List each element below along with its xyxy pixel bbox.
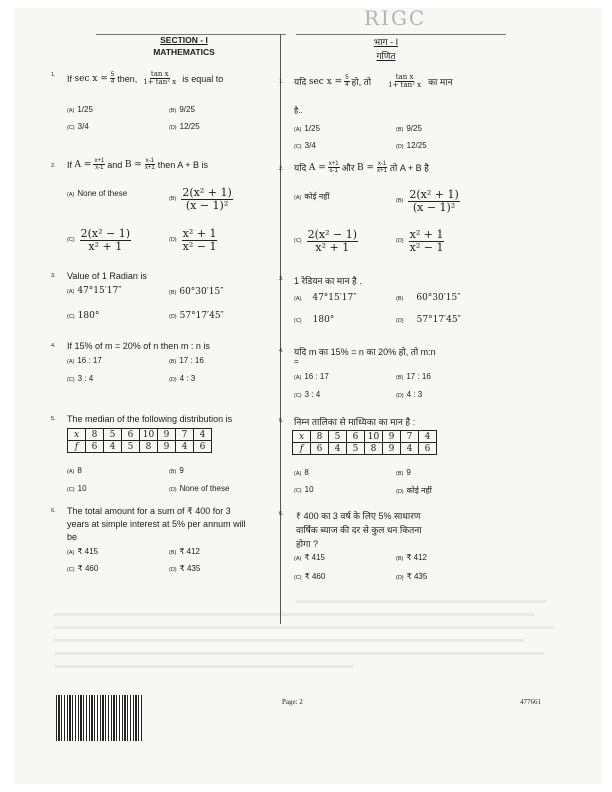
- q5-text-hi: निम्न तालिका से माध्यिका का मान है :: [294, 417, 416, 427]
- q6-option-d-label: (D): [169, 567, 177, 573]
- q2-hi-frac-b-num: x-1: [377, 161, 387, 167]
- table-cell: 8: [311, 431, 329, 443]
- q6-hi-option-b-label: (B): [396, 556, 404, 562]
- q3-hi-option-a-label: (A): [294, 296, 302, 302]
- q4-hi-option-c[interactable]: [294, 390, 320, 399]
- q4-option-a[interactable]: [67, 356, 102, 365]
- barcode-image: [56, 695, 142, 741]
- q1-hi-pre: यदि: [294, 77, 307, 88]
- q1-hi-option-a-label: (A): [294, 127, 302, 133]
- q1-frac2-den: 1+ tan² x: [143, 78, 177, 87]
- q6-hi-option-d-label: (D): [396, 575, 404, 581]
- table-cell: 4: [194, 429, 212, 441]
- q5-option-b-text: 9: [179, 466, 184, 475]
- table-cell: 9: [158, 441, 176, 453]
- q1-number: 1.: [51, 72, 56, 78]
- q6-option-b-text: ₹ 412: [179, 547, 201, 556]
- q3-option-a[interactable]: [67, 286, 122, 296]
- q1-hi-option-a[interactable]: [294, 124, 320, 133]
- q2-option-d[interactable]: [169, 228, 219, 252]
- q2-pre: If: [67, 159, 73, 170]
- q1-number-hi: 1.: [279, 79, 284, 85]
- q5-hi-option-c[interactable]: [294, 485, 314, 494]
- q2-option-b[interactable]: [169, 187, 235, 211]
- q3-hi-option-d-label: (D): [396, 318, 404, 324]
- booklet-code: 477661: [520, 698, 541, 706]
- q1-hi-mid: हो, तो: [351, 77, 372, 88]
- q6-option-c-label: (C): [67, 567, 75, 573]
- q4-option-d[interactable]: [169, 374, 195, 383]
- q4-option-a-label: (A): [67, 359, 75, 365]
- q5-hi-option-d-label: (D): [396, 489, 404, 495]
- q2-hi-b: B =: [357, 162, 375, 173]
- q2-hi-option-b-frac: [408, 189, 459, 213]
- q2-option-b-frac: [181, 187, 232, 211]
- q1-option-a[interactable]: [67, 105, 93, 114]
- q4-text-en: If 15% of m = 20% of n then m : n is: [67, 341, 210, 351]
- q2-hi-post: तो A + B है: [389, 163, 429, 174]
- q3-hi-option-a-text: 47°15′17″: [312, 293, 357, 303]
- q1-hi-option-b-text: 9/25: [406, 124, 422, 133]
- q5-hi-option-c-text: 10: [304, 485, 314, 494]
- q4-option-a-text: 16 : 17: [77, 356, 102, 365]
- handwritten-scribble: RIGC: [364, 6, 427, 30]
- table-cell: 9: [158, 429, 176, 441]
- q4-hi-option-c-text: 3 : 4: [304, 390, 321, 399]
- q2-option-d-den: x² − 1: [182, 239, 217, 253]
- table-cell: 5: [347, 443, 365, 455]
- q4-hi-option-b[interactable]: [396, 372, 431, 381]
- q4-option-b-label: (B): [169, 359, 177, 365]
- q1-text-en: [67, 71, 223, 87]
- q2-hi-option-c-frac: [307, 229, 358, 253]
- q2-hi-option-c-label: (C): [294, 238, 302, 245]
- q1-hi-frac1: [344, 75, 349, 89]
- q1-option-c-text: 3/4: [77, 122, 89, 131]
- q2-and: and: [107, 159, 123, 170]
- q2-hi-frac-b: [376, 161, 388, 175]
- table-cell: 8: [365, 443, 383, 455]
- q2-hi-option-b-den: (x − 1)²: [412, 200, 456, 214]
- table-cell: 6: [122, 429, 140, 441]
- table-cell: 6: [86, 441, 104, 453]
- q3-option-a-text: 47°15′17″: [77, 286, 122, 296]
- q2-hi-option-b-label: (B): [396, 198, 404, 205]
- q6-number-hi: 6.: [279, 511, 284, 517]
- q6-hi-option-c[interactable]: [294, 572, 325, 581]
- bleed-through-line: [54, 639, 524, 642]
- q5-hi-option-b[interactable]: [396, 468, 411, 477]
- table-cell: 6: [194, 441, 212, 453]
- q1-hi-option-c[interactable]: [294, 141, 316, 150]
- q2-hi-option-b[interactable]: [396, 189, 462, 213]
- q3-hi-option-a[interactable]: [294, 293, 357, 303]
- q2-frac-a-den: x-1: [95, 165, 104, 172]
- q2-hi-a: A =: [308, 162, 326, 173]
- q2-option-a-text: None of these: [77, 189, 128, 198]
- q6-hi-option-d[interactable]: [396, 572, 427, 581]
- q1-text-hi: [294, 74, 453, 90]
- q3-option-c[interactable]: [67, 311, 99, 321]
- q1-option-b[interactable]: [169, 105, 195, 114]
- q1-hi-option-b-label: (B): [396, 127, 404, 133]
- table-cell: 10: [365, 431, 383, 443]
- q2-hi-option-d-den: x² − 1: [409, 240, 444, 254]
- q5-option-a-text: 8: [77, 466, 82, 475]
- q2-hi-option-c[interactable]: [294, 229, 360, 253]
- q2-hi-option-d-frac: [409, 229, 445, 253]
- table-cell: f: [68, 441, 86, 453]
- q3-hi-option-c[interactable]: [294, 315, 334, 325]
- q5-hi-option-c-label: (C): [294, 488, 302, 494]
- table-cell: x: [68, 429, 86, 441]
- bleed-through-line: [296, 600, 546, 603]
- q1-hi-option-c-text: 3/4: [304, 141, 316, 150]
- q6-hi-option-b-text: ₹ 412: [406, 553, 428, 562]
- q2-number: 2.: [51, 163, 56, 169]
- table-cell: 8: [140, 441, 158, 453]
- exam-page: [14, 8, 602, 784]
- q5-option-a-label: (A): [67, 469, 75, 475]
- q2-b: B =: [124, 159, 142, 170]
- q2-hi-and: और: [341, 163, 355, 174]
- q2-hi-option-d[interactable]: [396, 229, 446, 253]
- q2-hi-frac-a-den: x-1: [329, 168, 338, 175]
- q2-option-b-label: (B): [169, 196, 177, 203]
- q3-hi-option-c-text: 180°: [312, 315, 335, 325]
- q4-text-hi: यदि m का 15% = n का 20% हो, तो m:n: [294, 347, 436, 357]
- q4-hi-option-d-text: 4 : 3: [406, 390, 423, 399]
- q4-hi-option-b-text: 17 : 16: [406, 372, 431, 381]
- subject-title-hi: गणित: [376, 51, 396, 61]
- q3-number-hi: 3.: [279, 276, 284, 282]
- q5-option-b-label: (B): [169, 469, 177, 475]
- q5-number: 5.: [51, 416, 56, 422]
- q5-distribution-table: [67, 428, 212, 453]
- q6-option-b-label: (B): [169, 550, 177, 556]
- bleed-through-line: [54, 613, 534, 616]
- bleed-through-line: [54, 626, 554, 629]
- table-cell: 5: [104, 429, 122, 441]
- q1-hi-option-d[interactable]: [396, 141, 427, 150]
- q3-hi-option-c-label: (C): [294, 318, 302, 324]
- q4-hi-cont: =: [294, 357, 299, 366]
- q6-option-c-text: ₹ 460: [77, 564, 99, 573]
- q2-hi-option-d-label: (D): [396, 238, 404, 245]
- q2-a: A =: [74, 159, 92, 170]
- q5-hi-option-d[interactable]: [396, 485, 432, 496]
- table-cell: 8: [86, 429, 104, 441]
- q2-option-c-den: x² + 1: [88, 239, 123, 253]
- column-divider: [280, 34, 281, 624]
- bleed-through-line: [54, 665, 354, 668]
- q5-hi-option-a-text: 8: [304, 468, 309, 477]
- q5-hi-distribution-table: [292, 430, 437, 455]
- table-cell: 7: [176, 429, 194, 441]
- q3-hi-option-d-text: 57°17′45″: [416, 315, 461, 325]
- table-cell: 9: [383, 431, 401, 443]
- q4-option-c-text: 3 : 4: [77, 374, 94, 383]
- q1-hi-frac2-den: 1+ tan² x: [388, 81, 422, 90]
- q2-hi-option-a-label: (A): [294, 195, 302, 201]
- q2-hi-option-d-num: x² + 1: [409, 228, 444, 241]
- q5-hi-option-a[interactable]: [294, 468, 309, 477]
- q2-frac-a-num: x+1: [94, 158, 105, 164]
- q3-option-d-text: 57°17′45″: [179, 311, 224, 321]
- q3-option-d-label: (D): [169, 314, 177, 320]
- q2-option-d-label: (D): [169, 237, 177, 244]
- q2-option-b-num: 2(x² + 1): [182, 186, 232, 199]
- q6-option-a[interactable]: [67, 547, 98, 556]
- q2-hi-option-a[interactable]: [294, 191, 329, 202]
- q1-hi-expr: sec x =: [308, 76, 343, 87]
- q1-frac1-den: 4: [110, 79, 115, 86]
- q3-hi-option-d[interactable]: [396, 315, 461, 325]
- q6-hi-option-c-label: (C): [294, 575, 302, 581]
- q2-text-hi: [294, 161, 429, 175]
- q2-hi-pre: यदि: [294, 163, 307, 174]
- q4-option-d-label: (D): [169, 377, 177, 383]
- q6-text-en-line1: The total amount for a sum of ₹ 400 for 3: [67, 506, 231, 516]
- q6-text-en-line3: be: [67, 532, 78, 542]
- q6-text-hi-line2: वार्षिक ब्याज की दर से कुल धन कितना: [296, 525, 422, 535]
- q3-text-en: Value of 1 Radian is: [67, 271, 147, 281]
- q1-option-b-label: (B): [169, 108, 177, 114]
- q1-option-a-text: 1/25: [77, 105, 93, 114]
- q3-option-a-label: (A): [67, 289, 75, 295]
- table-cell: 10: [140, 429, 158, 441]
- q5-hi-option-b-label: (B): [396, 471, 404, 477]
- table-cell: 6: [419, 443, 437, 455]
- q6-option-a-label: (A): [67, 550, 75, 556]
- q1-option-d-label: (D): [169, 125, 177, 131]
- q5-option-a[interactable]: [67, 466, 82, 475]
- q6-option-c[interactable]: [67, 564, 98, 573]
- q3-option-d[interactable]: [169, 311, 224, 321]
- q2-option-c-label: (C): [67, 237, 75, 244]
- table-cell: 7: [401, 431, 419, 443]
- q1-hi-frac2-num: tan x: [395, 73, 414, 81]
- q2-option-c-frac: [80, 228, 131, 252]
- q3-option-b-text: 60°30′15″: [179, 287, 224, 297]
- q2-option-c-num: 2(x² − 1): [80, 227, 131, 240]
- q3-number: 3.: [51, 273, 56, 279]
- table-cell: 6: [347, 431, 365, 443]
- q5-hi-row-x: [293, 431, 437, 443]
- q6-hi-option-a-text: ₹ 415: [304, 553, 326, 562]
- q2-option-c[interactable]: [67, 228, 133, 252]
- q1-hi-cont: है..: [294, 106, 303, 115]
- q2-post: then A + B is: [157, 159, 208, 170]
- q1-hi-option-d-label: (D): [396, 144, 404, 150]
- q6-hi-option-a-label: (A): [294, 556, 302, 562]
- q1-post: is equal to: [182, 73, 224, 84]
- q3-option-b[interactable]: [169, 287, 224, 297]
- q6-option-d[interactable]: [169, 564, 200, 573]
- q4-number-hi: 4.: [279, 348, 284, 354]
- section-title-en: SECTION - I: [160, 35, 208, 45]
- q1-expr: sec x =: [74, 73, 108, 84]
- q6-hi-option-a[interactable]: [294, 553, 325, 562]
- table-cell: 9: [383, 443, 401, 455]
- q3-hi-option-b[interactable]: [396, 293, 461, 303]
- q5-option-d-text: None of these: [179, 484, 230, 493]
- q2-frac-b-num: x-1: [145, 158, 154, 164]
- q5-hi-row-f: [293, 443, 437, 455]
- q4-option-c-label: (C): [67, 377, 75, 383]
- q5-text-en: The median of the following distribution is: [67, 414, 233, 424]
- q4-hi-option-b-label: (B): [396, 375, 404, 381]
- q2-hi-option-a-text: कोई नहीं: [304, 192, 330, 201]
- q2-frac-b: [144, 158, 156, 172]
- q6-number: 6.: [51, 508, 56, 514]
- q2-option-a[interactable]: [67, 189, 127, 198]
- q1-hi-option-b[interactable]: [396, 124, 422, 133]
- q4-number: 4.: [51, 343, 56, 349]
- q6-text-en-line2: years at simple interest at 5% per annum will: [67, 519, 246, 529]
- q5-option-b[interactable]: [169, 466, 184, 475]
- q2-hi-frac-a-num: x+1: [328, 161, 339, 167]
- q6-option-b[interactable]: [169, 547, 200, 556]
- q4-hi-option-d-label: (D): [396, 393, 404, 399]
- table-cell: f: [293, 443, 311, 455]
- q1-hi-frac1-den: 4: [345, 82, 349, 89]
- q4-option-d-text: 4 : 3: [179, 374, 196, 383]
- q5-option-d[interactable]: [169, 484, 229, 493]
- q5-row-f: [68, 441, 212, 453]
- q2-hi-frac-b-den: x+1: [377, 168, 387, 175]
- page-number: Page: 2: [282, 698, 303, 706]
- q5-hi-option-d-text: कोई नहीं: [406, 486, 432, 495]
- q5-hi-option-b-text: 9: [406, 468, 411, 477]
- q1-option-a-label: (A): [67, 108, 75, 114]
- q1-hi-option-d-text: 12/25: [406, 141, 427, 150]
- q6-option-a-text: ₹ 415: [77, 547, 99, 556]
- table-cell: x: [293, 431, 311, 443]
- q6-hi-option-d-text: ₹ 435: [406, 572, 428, 581]
- q6-option-d-text: ₹ 435: [179, 564, 201, 573]
- q1-hi-frac1-num: 5: [345, 75, 349, 82]
- q1-frac1-num: 5: [110, 72, 115, 79]
- q6-hi-option-b[interactable]: [396, 553, 427, 562]
- q5-number-hi: 5.: [279, 418, 284, 424]
- q1-option-b-text: 9/25: [179, 105, 195, 114]
- q1-option-c-label: (C): [67, 125, 75, 131]
- bleed-through-line: [54, 652, 544, 655]
- q4-hi-option-a-text: 16 : 17: [304, 372, 329, 381]
- q4-option-c[interactable]: [67, 374, 93, 383]
- q1-option-c[interactable]: [67, 122, 89, 131]
- q1-frac1: [110, 72, 115, 86]
- table-cell: 4: [419, 431, 437, 443]
- q1-hi-frac2: [387, 74, 422, 90]
- q6-hi-option-c-text: ₹ 460: [304, 572, 326, 581]
- q1-hi-option-c-label: (C): [294, 144, 302, 150]
- q5-option-c-text: 10: [77, 484, 87, 493]
- q5-hi-option-a-label: (A): [294, 471, 302, 477]
- q4-hi-option-d[interactable]: [396, 390, 422, 399]
- q2-option-d-frac: [182, 228, 218, 252]
- q5-option-c-label: (C): [67, 487, 75, 493]
- q2-option-a-label: (A): [67, 192, 75, 198]
- table-cell: 4: [329, 443, 347, 455]
- q2-frac-b-den: x+1: [144, 165, 155, 172]
- q6-text-hi-line3: होगा ?: [296, 539, 319, 549]
- q3-text-hi: 1 रेडियन का मान है .: [294, 276, 362, 286]
- q5-row-x: [68, 429, 212, 441]
- q6-text-hi-line1: ₹ 400 का 3 वर्ष के लिए 5% साधारण: [296, 511, 421, 521]
- q2-text-en: [67, 158, 208, 172]
- q3-hi-option-b-label: (B): [396, 296, 404, 302]
- q2-hi-option-c-den: x² + 1: [315, 240, 350, 254]
- q1-frac2-num: tan x: [150, 70, 169, 78]
- q3-option-c-label: (C): [67, 314, 75, 320]
- subject-title-en: MATHEMATICS: [153, 47, 215, 57]
- section-title-hi: भाग - I: [373, 37, 399, 47]
- q3-option-b-label: (B): [169, 290, 177, 296]
- table-cell: 6: [311, 443, 329, 455]
- table-cell: 5: [329, 431, 347, 443]
- table-cell: 5: [122, 441, 140, 453]
- q4-option-b[interactable]: [169, 356, 204, 365]
- table-cell: 4: [401, 443, 419, 455]
- q4-hi-option-a-label: (A): [294, 375, 302, 381]
- q1-mid: then,: [117, 73, 138, 84]
- table-cell: 4: [176, 441, 194, 453]
- q2-hi-option-c-num: 2(x² − 1): [307, 228, 358, 241]
- q2-hi-option-b-num: 2(x² + 1): [409, 188, 459, 201]
- q2-hi-frac-a: [328, 161, 340, 175]
- q1-frac2: [142, 71, 177, 87]
- q1-option-d[interactable]: [169, 122, 200, 131]
- q4-hi-option-c-label: (C): [294, 393, 302, 399]
- q2-frac-a: [93, 158, 105, 172]
- q4-hi-option-a[interactable]: [294, 372, 329, 381]
- q5-option-d-label: (D): [169, 487, 177, 493]
- q2-option-b-den: (x − 1)²: [185, 198, 229, 212]
- q1-option-d-text: 12/25: [179, 122, 200, 131]
- q1-hi-post: का मान: [428, 77, 453, 88]
- q5-option-c[interactable]: [67, 484, 87, 493]
- q1-pre: If: [67, 73, 73, 84]
- table-cell: 4: [104, 441, 122, 453]
- q2-number-hi: 2.: [279, 166, 284, 172]
- q3-hi-option-b-text: 60°30′15″: [416, 293, 461, 303]
- q4-option-b-text: 17 : 16: [179, 356, 204, 365]
- q2-option-d-num: x² + 1: [182, 227, 217, 240]
- q3-option-c-text: 180°: [77, 311, 100, 321]
- q1-hi-option-a-text: 1/25: [304, 124, 320, 133]
